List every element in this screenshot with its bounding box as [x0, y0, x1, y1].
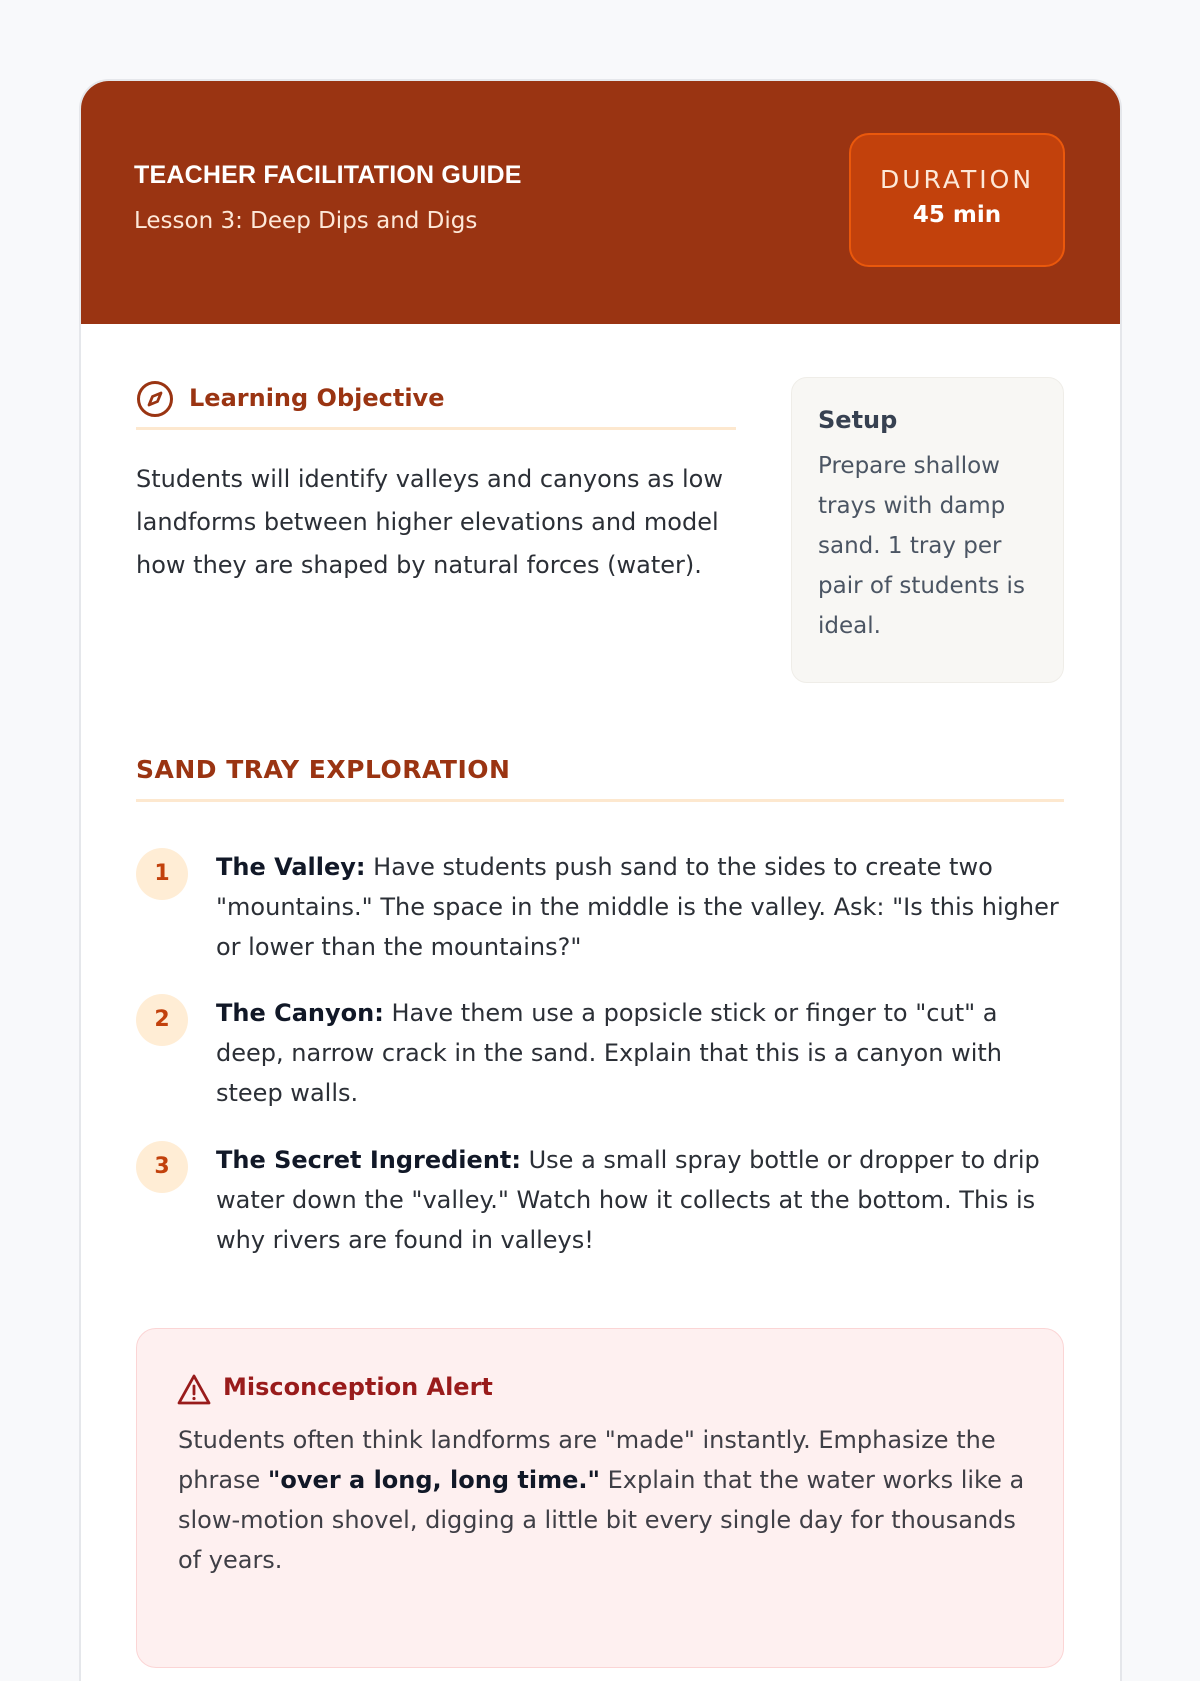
step-label: The Canyon: [216, 999, 384, 1027]
duration-value: 45 min [912, 202, 1002, 228]
misconception-alert [136, 1328, 1064, 1668]
step-number: 2 [136, 994, 188, 1046]
step-label: The Secret Ingredient: [216, 1146, 521, 1174]
misconception-alert-text [178, 1420, 1028, 1580]
sand-tray-exploration-heading: SAND TRAY EXPLORATION [136, 755, 1064, 802]
learning-objective-title: Learning Objective [189, 384, 445, 412]
step-text [216, 1140, 1064, 1260]
step-label: The Valley: [216, 853, 366, 881]
setup-box [791, 377, 1064, 683]
compass-icon [136, 379, 176, 419]
step-text [216, 847, 1064, 967]
step-description: Have them use a popsicle stick or finger to "cut" a deep, narrow crack in the sand. Explain that this is a canyon with steep walls. [216, 999, 1002, 1107]
setup-title: Setup [818, 406, 898, 434]
alert-text-after: Explain that the water works like a slow-motion shovel, digging a little bit every single day for thousands of years. [178, 1466, 1025, 1574]
alert-emphasis: "over a long, long time." [267, 1466, 600, 1494]
alert-text-before: Students often think landforms are "made" instantly. Emphasize the phrase [178, 1426, 996, 1494]
duration-label: DURATION [879, 165, 1035, 194]
misconception-alert-title: Misconception Alert [223, 1373, 493, 1401]
setup-text: Prepare shallow trays with damp sand. 1 tray per pair of students is ideal. [818, 453, 1025, 639]
step-description: Use a small spray bottle or dropper to drip water down the "valley." Watch how it collects at the bottom. This is why rivers are found in valleys! [216, 1146, 1040, 1254]
learning-objective-text: Students will identify valleys and canyons as low landforms between higher elevations and model how they are shaped by natural forces (water). [136, 465, 723, 579]
step-text [216, 993, 1064, 1113]
step-description: Have students push sand to the sides to create two "mountains." The space in the middle is the valley. Ask: "Is this higher or lower than the mountains?" [216, 853, 1059, 961]
learning-objective-heading [136, 379, 736, 430]
lesson-subtitle: Lesson 3: Deep Dips and Digs [134, 208, 478, 234]
step-number: 1 [136, 848, 188, 900]
guide-title: TEACHER FACILITATION GUIDE [134, 161, 522, 189]
warning-icon [177, 1373, 211, 1407]
guide-header [81, 81, 1120, 324]
step-number: 3 [136, 1141, 188, 1193]
duration-badge [849, 133, 1065, 267]
facilitation-guide-card [81, 81, 1120, 1681]
